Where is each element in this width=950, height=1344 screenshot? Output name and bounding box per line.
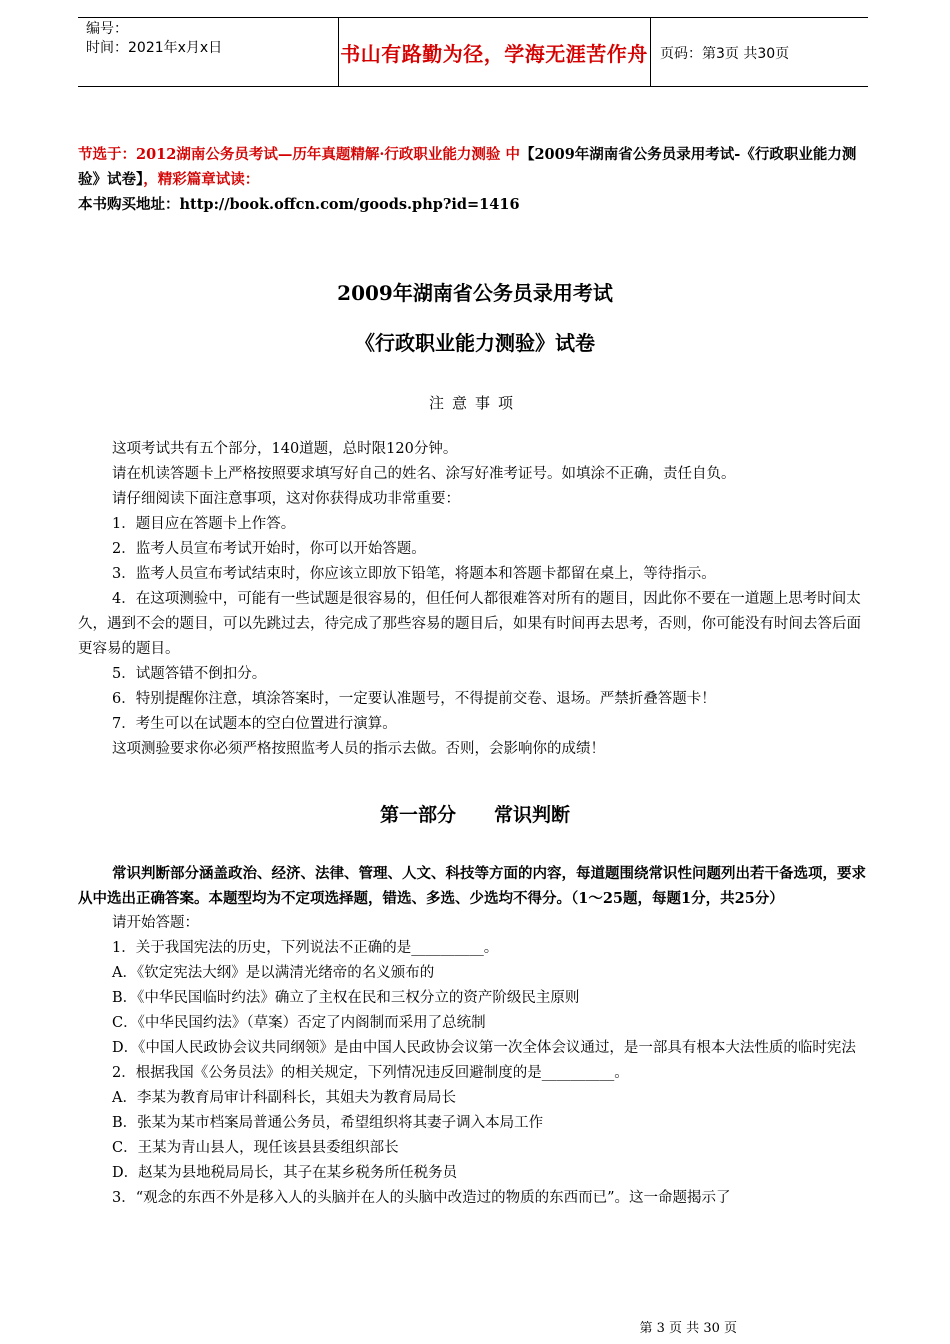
header-motto: 书山有路勤为径，学海无涯苦作舟 — [340, 42, 648, 66]
question-line: 3．“观念的东西不外是移入人的头脑并在人的头脑中改造过的物质的东西而已”。这一命题揭示了 — [112, 1190, 731, 1206]
notice-paragraph: 请在机读答题卡上严格按照要求填写好自己的姓名、涂写好准考证号。如填涂不正确，责任自负。 — [112, 466, 736, 482]
excerpt-intro — [78, 142, 868, 217]
excerpt-source: 节选于：2012湖南公务员考试—历年真题精解·行政职业能力测验 中 — [78, 146, 520, 163]
notice-paragraph: 2．监考人员宣布考试开始时，你可以开始答题。 — [112, 541, 426, 557]
notice-paragraph: 请仔细阅读下面注意事项，这对你获得成功非常重要： — [112, 491, 460, 507]
header-page-info: 页码：第3页 共30页 — [660, 46, 790, 62]
header-meta — [86, 20, 291, 58]
excerpt-title: 【2009年湖南省公务员录用考试-《行政职业能力测验》试卷】 — [78, 146, 857, 188]
notice-paragraph: 5．试题答错不倒扣分。 — [112, 666, 267, 682]
notice-paragraph: 7．考生可以在试题本的空白位置进行演算。 — [112, 716, 397, 732]
option-line: B．《中华民国临时约法》确立了主权在民和三权分立的资产阶级民主原则 — [112, 990, 580, 1006]
notice-heading: 注意事项 — [428, 394, 521, 412]
notice-body — [78, 437, 868, 762]
buy-link[interactable]: 本书购买地址：http://book.offcn.com/goods.php?id=1416 — [78, 196, 520, 213]
notice-paragraph: 4．在这项测验中，可能有一些试题是很容易的，但任何人都很难答对所有的题目，因此你不要在一道题上思考时间太久，遇到不会的题目，可以先跳过去，待完成了那些容易的题目后，如果有时间再去思考，否则，你可能没有时间去答后面更容易的题目。 — [78, 591, 861, 657]
notice-paragraph: 6．特别提醒你注意，填涂答案时，一定要认准题号，不得提前交卷、退场。严禁折叠答题卡！ — [112, 691, 716, 707]
start-prompt: 请开始答题： — [112, 915, 199, 931]
option-line: C．《中华民国约法》（草案）否定了内阁制而采用了总统制 — [112, 1015, 486, 1031]
option-line: C．王某为青山县人，现任该县县委组织部长 — [112, 1140, 399, 1156]
notice-paragraph: 这项测验要求你必须严格按照监考人员的指示去做。否则，会影响你的成绩！ — [112, 741, 605, 757]
exam-subtitle: 《行政职业能力测验》试卷 — [355, 331, 595, 355]
excerpt-line — [78, 142, 868, 192]
section-instructions: 常识判断部分涵盖政治、经济、法律、管理、人文、科技等方面的内容，每道题围绕常识性问题列出若干备选项，要求从中选出正确答案。本题型均为不定项选择题，错选、多选、少选均不得分。（1～25题，每题1分，共25分） — [78, 865, 866, 907]
option-line: B．张某为某市档案局普通公务员，希望组织将其妻子调入本局工作 — [112, 1115, 544, 1131]
header-divider — [650, 18, 651, 86]
question-line: 1．关于我国宪法的历史，下列说法不正确的是__________。 — [112, 940, 499, 956]
number-label: 编号： — [86, 21, 128, 37]
question-line: 2．根据我国《公务员法》的相关规定，下列情况违反回避制度的是__________。 — [112, 1065, 629, 1081]
option-line: A．李某为教育局审计科副科长，其姐夫为教育局局长 — [112, 1090, 456, 1106]
option-line: D．赵某为县地税局局长，其子在某乡税务所任税务员 — [112, 1165, 458, 1181]
section-body — [78, 861, 868, 1211]
page-header — [78, 17, 868, 87]
notice-paragraph: 1．题目应在答题卡上作答。 — [112, 516, 296, 532]
section-title: 第一部分 常识判断 — [379, 804, 570, 826]
notice-paragraph: 3．监考人员宣布考试结束时，你应该立即放下铅笔，将题本和答题卡都留在桌上，等待指示。 — [112, 566, 716, 582]
excerpt-tail: ，精彩篇章试读： — [143, 171, 260, 188]
exam-title: 2009年湖南省公务员录用考试 — [337, 281, 613, 305]
option-line: D．《中国人民政协会议共同纲领》是由中国人民政协会议第一次全体会议通过，是一部具有根本大法性质的临时宪法 — [112, 1040, 856, 1056]
time-label: 时间：2021年x月x日 — [86, 40, 223, 56]
page-footer: 第 3 页 共 30 页 — [639, 1321, 737, 1336]
notice-paragraph: 这项考试共有五个部分，140道题，总时限120分钟。 — [112, 441, 458, 457]
option-line: A．《钦定宪法大纲》是以满清光绪帝的名义颁布的 — [112, 965, 435, 981]
